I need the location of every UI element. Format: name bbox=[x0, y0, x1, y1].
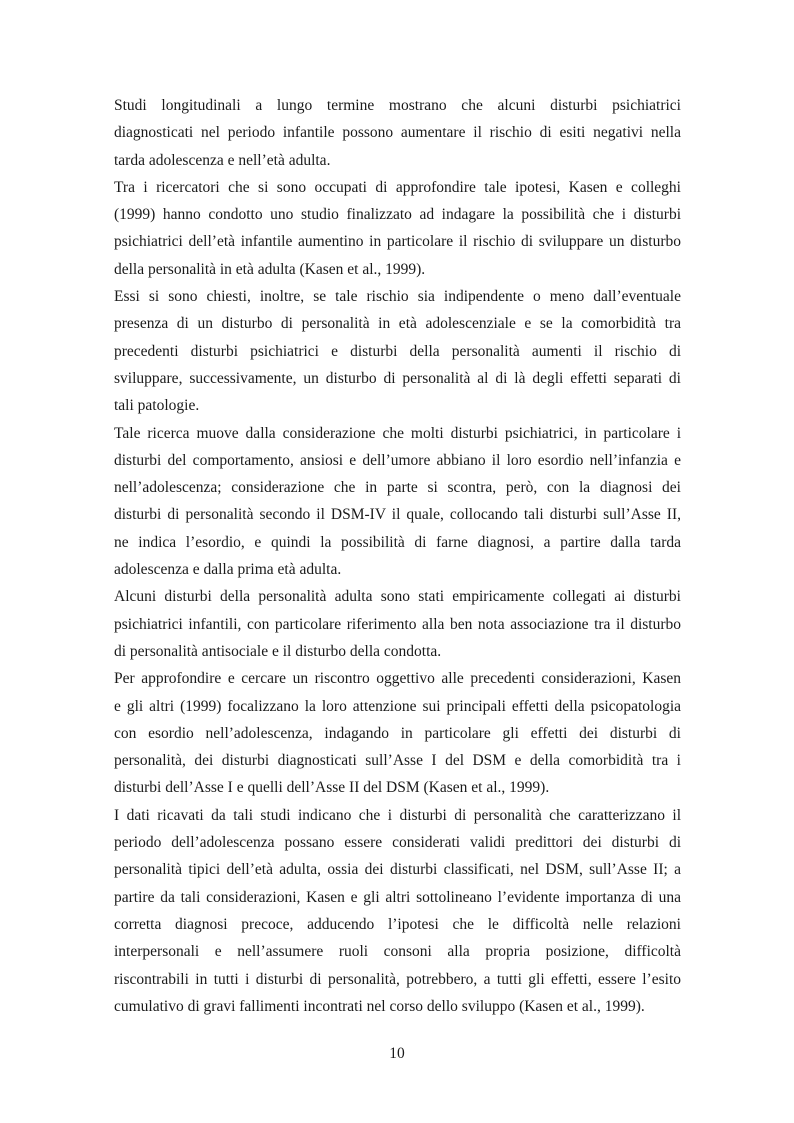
document-body bbox=[114, 92, 681, 1020]
text-line: periodo dell’adolescenza possano essere considerati validi predittori dei disturbi di bbox=[114, 834, 681, 852]
text-line: Alcuni disturbi della personalità adulta sono stati empiricamente collegati ai disturbi bbox=[114, 588, 681, 606]
text-line: tali patologie. bbox=[114, 397, 200, 415]
text-line: ne indica l’esordio, e quindi la possibilità di farne diagnosi, a partire dalla tarda bbox=[114, 533, 681, 551]
text-line: precedenti disturbi psichiatrici e disturbi della personalità aumenti il rischio di bbox=[114, 342, 681, 360]
paragraph bbox=[114, 583, 681, 665]
text-line: corretta diagnosi precoce, adducendo l’ipotesi che le difficoltà nelle relazioni bbox=[114, 915, 681, 933]
paragraph bbox=[114, 174, 681, 283]
text-line: personalità tipici dell’età adulta, ossia dei disturbi classificati, nel DSM, sull’Asse II; a bbox=[114, 861, 681, 879]
text-line: partire da tali considerazioni, Kasen e gli altri sottolineano l’evidente importanza di una bbox=[114, 888, 681, 906]
paragraph bbox=[114, 92, 681, 174]
paragraph bbox=[114, 283, 681, 419]
text-line: nell’adolescenza; considerazione che in parte si scontra, però, con la diagnosi dei bbox=[114, 479, 681, 497]
text-line: Per approfondire e cercare un riscontro oggettivo alle precedenti considerazioni, Kasen bbox=[114, 670, 681, 688]
text-line: psichiatrici dell’età infantile aumentino in particolare il rischio di sviluppare un disturbo bbox=[114, 233, 681, 251]
paragraph bbox=[114, 802, 681, 1020]
text-line: presenza di un disturbo di personalità in età adolescenziale e se la comorbidità tra bbox=[114, 315, 681, 333]
text-line: Tale ricerca muove dalla considerazione che molti disturbi psichiatrici, in particolare i bbox=[114, 424, 681, 442]
text-line: con esordio nell’adolescenza, indagando in particolare gli effetti dei disturbi di bbox=[114, 724, 681, 742]
text-line: di personalità antisociale e il disturbo della condotta. bbox=[114, 642, 442, 660]
text-line: e gli altri (1999) focalizzano la loro attenzione sui principali effetti della psicopatologia bbox=[114, 697, 681, 715]
page-number: 10 bbox=[389, 1045, 405, 1062]
text-line: disturbi del comportamento, ansiosi e dell’umore abbiano il loro esordio nell’infanzia e bbox=[114, 451, 681, 469]
text-line: Studi longitudinali a lungo termine mostrano che alcuni disturbi psichiatrici bbox=[114, 97, 681, 114]
text-line: Essi si sono chiesti, inoltre, se tale rischio sia indipendente o meno dall’eventuale bbox=[114, 288, 681, 306]
text-line: diagnosticati nel periodo infantile possono aumentare il rischio di esiti negativi nella bbox=[114, 124, 681, 142]
text-line: riscontrabili in tutti i disturbi di personalità, potrebbero, a tutti gli effetti, essere l’esito bbox=[114, 970, 681, 988]
text-line: (1999) hanno condotto uno studio finalizzato ad indagare la possibilità che i disturbi bbox=[114, 206, 681, 224]
text-line: personalità, dei disturbi diagnosticati sull’Asse I del DSM e della comorbidità tra i bbox=[114, 752, 681, 770]
text-line: I dati ricavati da tali studi indicano che i disturbi di personalità che caratterizzano il bbox=[114, 806, 681, 824]
text-line: sviluppare, successivamente, un disturbo di personalità al di là degli effetti separati di bbox=[114, 369, 681, 387]
text-line: tarda adolescenza e nell’età adulta. bbox=[114, 151, 331, 169]
paragraph bbox=[114, 420, 681, 584]
text-line: della personalità in età adulta (Kasen et al., 1999). bbox=[114, 260, 426, 278]
text-line: disturbi dell’Asse I e quelli dell’Asse II del DSM (Kasen et al., 1999). bbox=[114, 779, 550, 797]
text-line: disturbi di personalità secondo il DSM-IV il quale, collocando tali disturbi sull’Asse II, bbox=[114, 506, 681, 524]
text-line: Tra i ricercatori che si sono occupati di approfondire tale ipotesi, Kasen e colleghi bbox=[114, 178, 681, 196]
text-line: cumulativo di gravi fallimenti incontrati nel corso dello sviluppo (Kasen et al., 1999). bbox=[114, 997, 645, 1015]
paragraph bbox=[114, 665, 681, 801]
text-line: psichiatrici infantili, con particolare riferimento alla ben nota associazione tra il disturbo bbox=[114, 615, 681, 633]
text-line: adolescenza e dalla prima età adulta. bbox=[114, 561, 342, 579]
text-line: interpersonali e nell’assumere ruoli consoni alla propria posizione, difficoltà bbox=[114, 943, 681, 961]
